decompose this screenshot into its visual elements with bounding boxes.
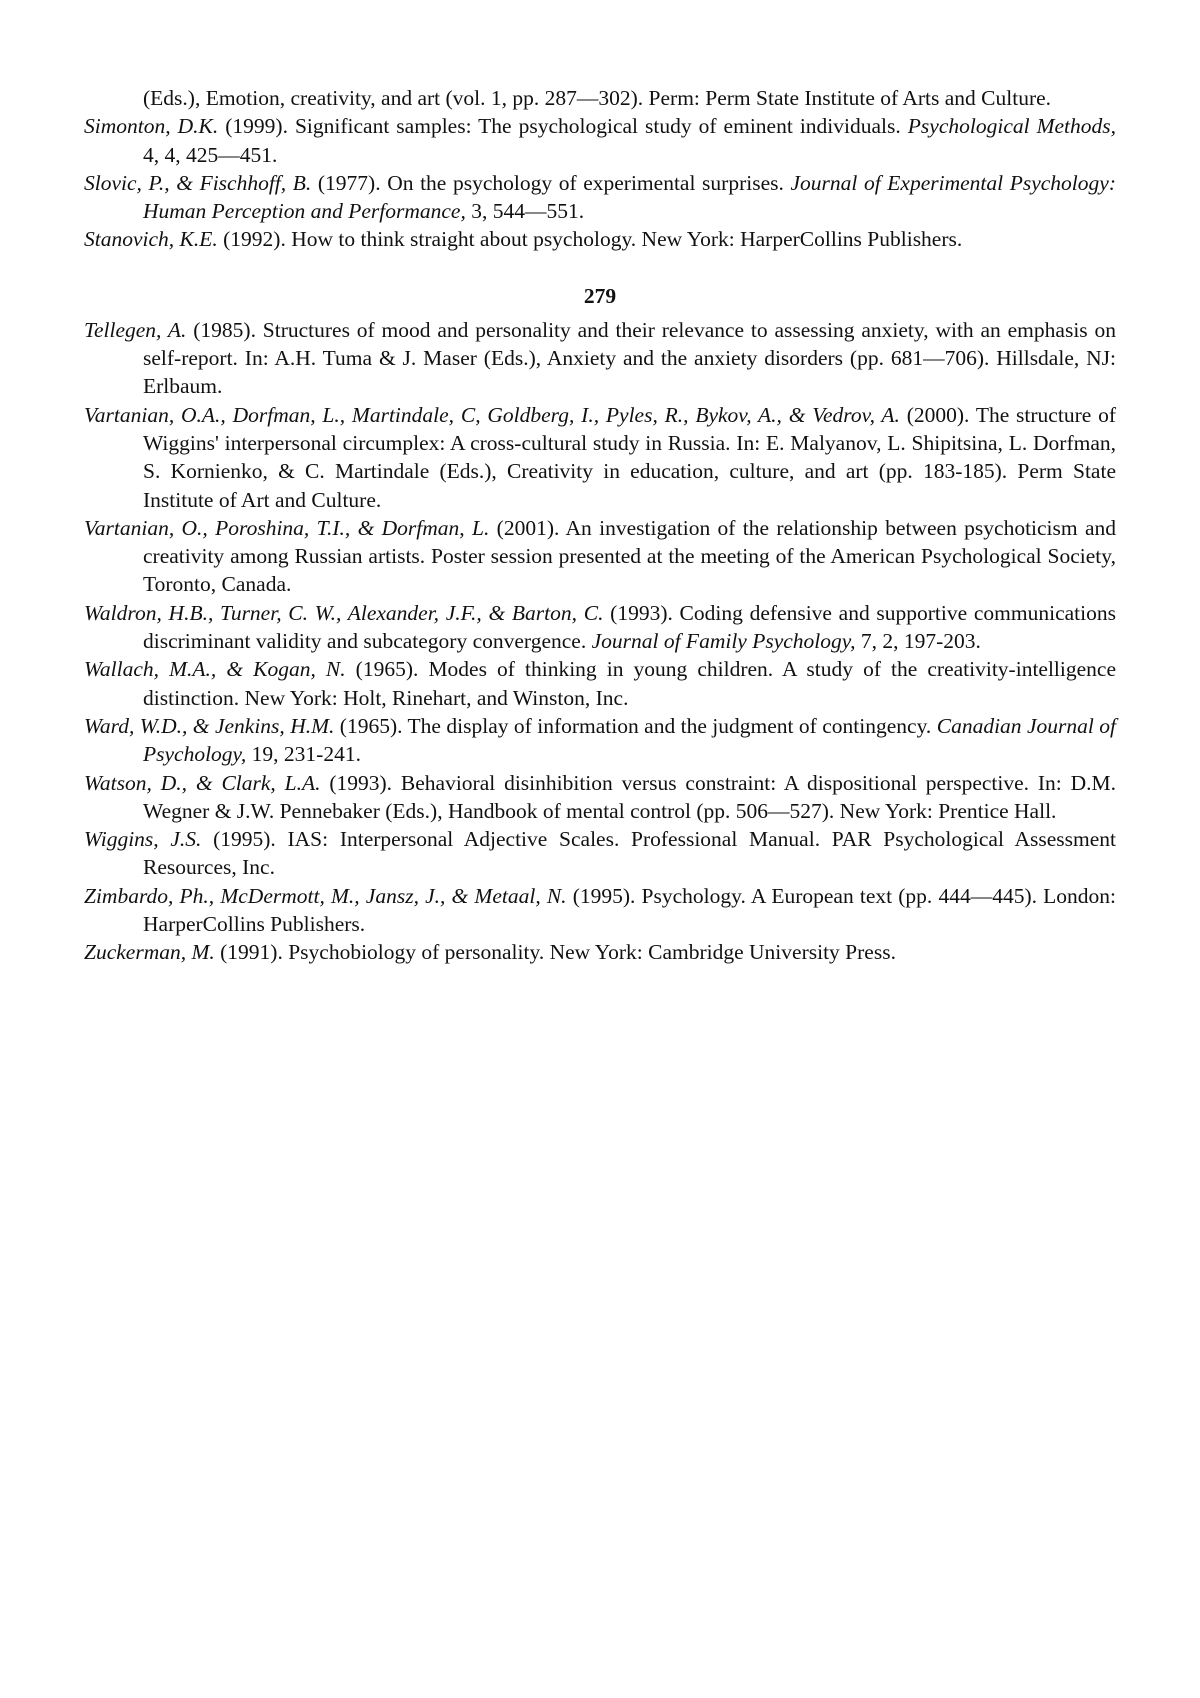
reference-text: (1977). On the psychology of experimental surprises. — [311, 170, 791, 195]
reference-author: Stanovich, K.E. — [84, 227, 218, 252]
reference-text: (1993). Behavioral disinhibition versus constraint: A dispositional perspective. In: D.M. Wegner & J.W. Pennebaker (Eds.), Handbook of mental control (pp. 506—527). New York: Prentice Hall. — [143, 770, 1117, 823]
reference-text: (1999). Significant samples: The psychological study of eminent individuals. — [218, 114, 908, 139]
reference-text: (1965). Modes of thinking in young children. A study of the creativity-intelligence distinction. New York: Holt, Rinehart, and Winston, Inc. — [143, 657, 1117, 710]
reference-tail: 19, 231-241. — [246, 742, 361, 767]
page-number: 279 — [583, 283, 617, 308]
reference-author: Vartanian, O.A., Dorfman, L., Martindale, C, Goldberg, I., Pyles, R., Bykov, A., & Vedrov, A. — [84, 402, 900, 427]
reference-text: (1965). The display of information and the judgment of contingency. — [334, 713, 937, 738]
reference-tail: 4, 4, 425—451. — [143, 142, 278, 167]
reference-entry — [84, 882, 1116, 939]
reference-entry — [84, 938, 1116, 966]
reference-page — [84, 84, 1116, 967]
reference-text: (1991). Psychobiology of personality. New York: Cambridge University Press. — [214, 940, 896, 965]
reference-entry — [84, 401, 1116, 514]
reference-author: Zuckerman, M. — [84, 940, 215, 965]
reference-text: (1985). Structures of mood and personality and their relevance to assessing anxiety, with an emphasis on self-report. In: A.H. Tuma & J. Maser (Eds.), Anxiety and the anxiety disorders (pp. 681—706). Hillsdale, NJ: Erlbaum. — [143, 317, 1116, 399]
reference-journal: Psychological Methods, — [907, 114, 1117, 139]
reference-journal: Canadian Journal of Psychology, — [143, 713, 1116, 767]
reference-text: (1995). IAS: Interpersonal Adjective Scales. Professional Manual. PAR Psychological Assessment Resources, Inc. — [143, 827, 1116, 880]
reference-author: Simonton, D.K. — [84, 114, 219, 139]
reference-text: (2001). An investigation of the relationship between psychoticism and creativity among Russian artists. Poster session presented at the meeting of the American Psychological Society, Toronto, Canada. — [143, 515, 1116, 597]
reference-author: Watson, D., & Clark, L.A. — [84, 770, 321, 795]
reference-entry — [84, 112, 1116, 169]
reference-text: (1992). How to think straight about psychology. New York: HarperCollins Publishers. — [217, 227, 963, 252]
reference-list-bottom — [84, 316, 1116, 967]
reference-author: Tellegen, A. — [84, 317, 187, 342]
reference-list-top — [84, 112, 1116, 253]
reference-entry — [84, 225, 1116, 253]
reference-entry — [84, 316, 1116, 401]
reference-entry — [84, 514, 1116, 599]
reference-author: Wallach, M.A., & Kogan, N. — [84, 657, 346, 682]
reference-author: Ward, W.D., & Jenkins, H.M. — [84, 713, 335, 738]
reference-entry — [84, 769, 1116, 826]
reference-tail: 3, 544—551. — [465, 199, 585, 224]
reference-entry — [84, 825, 1116, 882]
reference-journal: Journal of Experimental Psychology: Human Perception and Performance, — [143, 170, 1116, 224]
reference-text: (2000). The structure of Wiggins' interpersonal circumplex: A cross-cultural study in Russia. In: E. Malyanov, L. Shipitsina, L. Dorfman, S. Kornienko, & C. Martindale (Eds.), Creativity in education, culture, and art (pp. 183-185). Perm State Institute of Art and Culture. — [143, 402, 1116, 512]
reference-journal: Journal of Family Psychology, — [591, 629, 856, 654]
reference-continuation: (Eds.), Emotion, creativity, and art (vol. 1, pp. 287—302). Perm: Perm State Institute of Arts and Culture. — [143, 86, 1052, 110]
reference-author: Vartanian, O., Poroshina, T.I., & Dorfman, L. — [84, 515, 490, 540]
reference-text: (1993). Coding defensive and supportive communications discriminant validity and subcategory convergence. — [143, 600, 1116, 654]
reference-entry — [84, 169, 1116, 226]
reference-author: Zimbardo, Ph., McDermott, M., Jansz, J., & Metaal, N. — [84, 883, 567, 908]
reference-entry — [84, 655, 1116, 712]
reference-text: (1995). Psychology. A European text (pp. 444—445). London: HarperCollins Publishers. — [143, 883, 1116, 937]
reference-author: Waldron, H.B., Turner, C. W., Alexander, J.F., & Barton, C. — [84, 600, 604, 625]
reference-tail: 7, 2, 197-203. — [855, 629, 981, 654]
reference-entry — [84, 712, 1116, 769]
reference-entry — [84, 599, 1116, 656]
reference-author: Wiggins, J.S. — [84, 827, 202, 852]
reference-author: Slovic, P., & Fischhoff, B. — [84, 170, 312, 195]
